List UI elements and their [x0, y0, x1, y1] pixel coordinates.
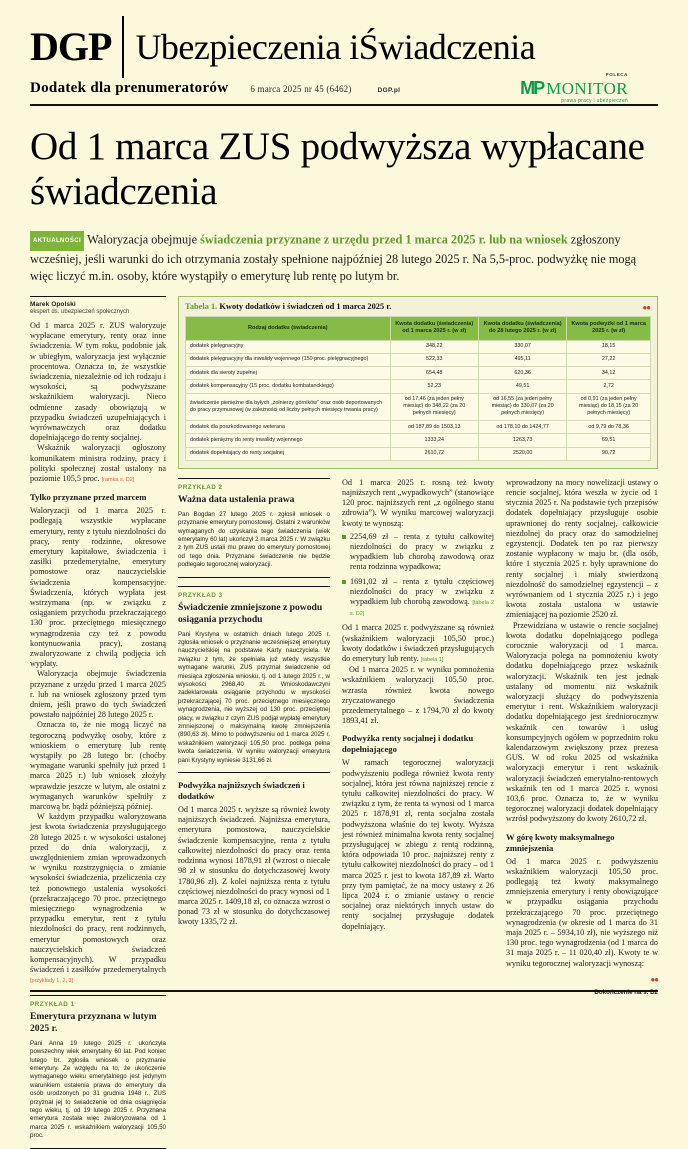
masthead-divider	[122, 16, 124, 78]
table-row	[186, 393, 651, 421]
cross-reference[interactable]: [przykłady 1, 2, 3]	[30, 978, 74, 985]
example-label: PRZYKŁAD 2	[178, 483, 223, 491]
cell-amount-new: 1333,24	[390, 434, 478, 447]
page-title: Od 1 marca ZUS podwyższa wypłacane świadczenia	[30, 125, 645, 213]
example-box-2	[178, 478, 330, 578]
cell-amount-diff: od 0,91 (za jeden pełny miesiąc) do 18,15 (za 20 pełnych miesięcy)	[567, 393, 651, 421]
cell-amount-diff: od 9,79 do 78,36	[567, 421, 651, 434]
example-body: Pani Krystyna w ostatnich dniach lutego 2025 r. zgłosiła wniosek o przyznanie wcześniejszej emerytury nauczycielskiej na podstawie Karty nauczyciela. W związku z tym, że spełniała już wtedy wszystkie wymagane warunki, ZUS przyznał świadczenie od miesiąca zgłoszenia wniosku, tj. od 1 lutego 2025 r., w wysokości 2968,40 zł. Wnioskodawczyni zadeklarowała osiąganie przychodu w wysokości przekraczającej 70 proc. przeciętnego miesięcznego wynagrodzenia, nie wyższej od 130 proc. przeciętnej płacy, w związku z czym ZUS podjął wypłatę emerytury zmniejszonej o maksymalną kwotę zmniejszenia (890,63 zł). Mimo to podwyższeniu od 1 marca 2025 r. wskaźnikiem waloryzacji 105,50 proc. podlega pełna kwota świadczenia. W wyniku waloryzacji emerytura pani Krystyny wyniesie 3131,66 zł.	[178, 630, 330, 764]
section-heading: Podwyżka renty socjalnej i dodatku dopełniającego	[342, 733, 474, 755]
paragraph-text: Wskaźnik waloryzacji ogłoszony komunikatem ministra rodziny, pracy i polityki społecznej został ustalony na poziomie 105,5 proc.	[30, 443, 166, 483]
list-item-text: 1691,02 zł – renta z tytułu częściowej niezdolności do pracy w związku z wypadkiem lub chorobą zawodową.	[350, 576, 494, 606]
table-row	[186, 340, 651, 353]
cell-amount-old: 620,36	[478, 367, 566, 380]
monitor-tagline: prawa pracy i ubezpieczeń	[561, 98, 628, 104]
cell-type: dodatek kompensacyjny (15 proc. dodatku kombatanckiego)	[186, 380, 391, 393]
cross-reference[interactable]: [tabela 2 s. D2]	[350, 599, 494, 618]
monitor-wordmark: MONITOR	[546, 78, 628, 98]
column-header-type: Rodzaj dodatku (świadczenia)	[186, 316, 391, 340]
column-header-old: Kwota dodatku (świadczenia) do 28 lutego 2025 r. (w zł)	[478, 316, 566, 340]
cell-type: świadczenie pieniężne dla byłych „żołnierzy górników” oraz osób deportowanych do pracy przymusowej (w zależności od liczby pełnych miesięcy trwania pracy)	[186, 393, 391, 421]
example-title: Emerytura przyznana w lutym 2025 r.	[30, 1010, 157, 1034]
lower-columns	[178, 478, 658, 996]
column-header-new: Kwota dodatku (świadczenia) od 1 marca 2025 r. (w zł)	[390, 316, 478, 340]
bullet-list	[342, 532, 494, 620]
example-label: PRZYKŁAD 3	[178, 591, 223, 599]
lead-text-before: Waloryzacja obejmuje	[87, 232, 201, 247]
cell-amount-new: 2610,72	[390, 447, 478, 460]
table-title: Kwoty dodatków i świadczeń od 1 marca 2025 r.	[219, 301, 392, 311]
cell-amount-old: 49,51	[478, 380, 566, 393]
table-caption	[185, 302, 651, 312]
cell-type: dodatek pieniężny do renty inwalidy wojennego	[186, 434, 391, 447]
example-body: Pan Bogdan 27 lutego 2025 r. zgłosił wniosek o przyznanie emerytury pomostowej. Ostatni z warunków wymaganych do uzyskania tego świadczenia (wiek emerytalny 60 lat) ukończył 2 marca 2025 r. W związku z tym ZUS ustali mu prawo do emerytury pomostowej od tego dnia. Przyznane świadczenie nie będzie podlegało tegorocznej waloryzacji.	[178, 510, 330, 569]
cell-type: dodatek pielęgnacyjny dla inwalidy wojennego (150 proc. pielęgnacyjnego)	[186, 353, 391, 366]
table-row	[186, 447, 651, 460]
paragraph: Od 1 marca 2025 r. ZUS waloryzuje wypłacane emerytury, renty oraz inne świadczenia. W tym roku, podobnie jak w ubiegłym, waloryzacja jest wyłącznie procentowa. Oznacza to, że wszystkie świadczenia, niezależnie od ich rodzaju i wysokości, są podwyższane wskaźnikiem waloryzacji. Nieco odmienne zasady obowiązują w przypadku świadczeń uzupełniających i wyrównawczych oraz dodatku dopełniającego do renty socjalnej.	[30, 320, 166, 443]
article-body	[30, 296, 658, 1149]
section-heading: Tylko przyznane przed marcem	[30, 492, 147, 503]
byline	[30, 296, 166, 315]
supplement-label: Dodatek dla prenumeratorów	[30, 80, 229, 96]
paragraph: Przewidziana w ustawie o rencie socjalnej kwota dodatku dopełniającego podlega corocznie waloryzacji od 1 marca. Waloryzacja polega na pomnożeniu kwoty dodatku dopełniającego przez wskaźnik waloryzacji. Wskaźnik ten jest jednak ustalany od momentu niż wskaźnik waloryzacji służący do podwyższenia emerytur i rent. Wskaźnikiem waloryzacji dodatku dopełniającego jest średniorocznyw wskaźnik cen towarów i usług konsumpcyjnych ogółem w poprzednim roku kalendarzowym zwiększony przez prezesa GUS. W od roku 2025 od wskaźnika waloryzacji emerytur i rent wskaźnik waloryzacji świadczeń emerytalno-rentowych wskaźnik ten od 1 marca 2025 r. wynosi 103,6 proc. Oznacza to, że w wyniku tegorocznej waloryzacji dodatek dopełniający wzrósł podwyższony do kwoty 2610,72 zł.	[506, 620, 658, 824]
cell-type: dodatek dopełniający do renty socjalnej	[186, 447, 391, 460]
cell-amount-diff: 27,22	[567, 353, 651, 366]
masthead-rule	[30, 104, 658, 106]
cell-amount-old: 495,11	[478, 353, 566, 366]
table-header-row	[186, 316, 651, 340]
cell-amount-diff: 18,15	[567, 340, 651, 353]
paragraph	[30, 443, 166, 485]
column-header-diff: Kwota podwyżki od 1 marca 2025 r. (w zł)	[567, 316, 651, 340]
paragraph: Oznacza to, że nie mogą liczyć na tegoroczną podwyżkę osoby, które z wnioskiem o emeryturę lub rentę wystąpiły po 28 lutego br. (choćby wymagane warunki spełniły już przed 1 marca 2025 r.) lub wniosek złożyły wprawdzie jeszcze w lutym, ale ostatni z wymaganych warunków spełniły z marcową br. bądź późniejszą później.	[30, 720, 166, 812]
example-box-3	[178, 586, 330, 774]
cell-amount-old: od 178,10 do 1424,77	[478, 421, 566, 434]
cell-amount-old: 330,07	[478, 340, 566, 353]
author-name: Marek Opolski	[30, 300, 76, 308]
cell-type: dodatek dla poszkodowanego weterana	[186, 421, 391, 434]
monitor-promo	[520, 72, 628, 104]
paragraph: Od 1 marca 2025 r. w wyniku pomnożenia wskaźnikiem waloryzacji 105,50 proc. wzrasta również kwota nowego zryczatowanego świadczenia przedemerytalnego – z 1794,70 zł do kwoty 1893,41 zł.	[342, 665, 494, 726]
cross-reference[interactable]: [ramka s. D2]	[101, 476, 135, 483]
columns-2-4	[178, 296, 658, 1149]
cross-reference[interactable]: [tabela 1]	[420, 656, 444, 663]
cell-amount-new: 522,33	[390, 353, 478, 366]
continuation-note[interactable]: Dokończenie na s. D2	[594, 988, 658, 996]
table-row	[186, 367, 651, 380]
masthead	[30, 0, 658, 104]
table-row	[186, 421, 651, 434]
example-label: PRZYKŁAD 1	[30, 1000, 75, 1008]
benefits-table	[185, 316, 651, 461]
paragraph: wprowadzony na mocy nowelizacji ustawy o rencie socjalnej, która weszła w życie od 1 stycznia 2025 r. Na podstawie tych przepisów dodatek dopełniający przysługuje osobie uprawnionej do renty socjalnej, całkowicie niezdolnej do pracy oraz do samodzielnej egzystencji. Dodatek ten po raz pierwszy zostanie wypłacony w maju br. (dla osób, które 1 stycznia 2025 r. były uprawnione do renty socjalnej i miały stwierdzoną niezdolność do samodzielnej egzystencji – z wyrównaniem od 1 stycznia 2025 r.) i jego kwota została ustalona w ustawie zmieniającej na poziomie 2520 zł.	[506, 477, 658, 620]
eyes-icon: ●●	[650, 974, 658, 984]
cell-amount-diff: 34,12	[567, 367, 651, 380]
paragraph: Od 1 marca 2025 r. wyższe są również kwoty najniższych świadczeń. Najniższa emerytura, emerytura pomostowa, nauczycielskie świadczenie kompensacyjne, renta z tytułu całkowitej niezdolności do pracy oraz renta rodzinna wynosi 1878,91 zł (wzrost o niecałe 98 zł w stosunku do dotychczasowej kwoty 1780,96 zł). Z kolei najniższa renta z tytułu częściowej niezdolności do pracy wynosi od 1 marca 2025 r. 1409,18 zł, co oznacza wzrost o ponad 73 zł w stosunku do dotychczasowej kwoty 1335,72 zł.	[178, 805, 330, 927]
monitor-logo-row	[520, 79, 628, 97]
cell-amount-new: od 17,46 (za jeden pełny miesiąc) do 348,22 (za 20 pełnych miesięcy)	[390, 393, 478, 421]
issue-date: 6 marca 2025 nr 45 (6462)	[250, 84, 352, 94]
paragraph: Waloryzacja obejmuje świadczenia przyznane z urzędu przed 1 marca 2025 r. lub na wniosek zgłoszony przed tym dniem, jeśli prawo do tych świadczeń powstało najpóźniej 28 lutego 2025 r.	[30, 669, 166, 720]
lead-text-after: zgłoszony wcześniej, jeśli warunki do ich otrzymania zostały spełnione najpóźniej 28 lutego 2025 r. Na 5,5-proc. podwyżkę nie mogą więc liczyć m.in. osoby, które wystąpiły o emeryturę lub rentę po lutym br.	[30, 232, 637, 283]
eyes-icon: ●●	[642, 302, 650, 312]
paragraph: Od 1 marca 2025 r. podwyższeniu wskaźnikiem waloryzacji 105,50 proc. podlegają też kwoty maksymalnego zmniejszenia emerytury i renty obowiązujące w przypadku osiągania przychodu przekraczającego 70 proc. przeciętnego wynagrodzenia (w okresie od 1 marca do 31 maja 2025 r. – 5934,10 zł), nie wyższego niż 130 proc. tego wynagrodzenia (od 1 marca do 31 maja 2025 r. – 11 020,40 zł). Kwoty te w wyniku tegorocznej waloryzacji wynoszą:	[506, 856, 658, 968]
section-heading: Podwyżka najniższych świadczeń i dodatków	[178, 780, 305, 802]
lead-highlight: świadczenia przyznane z urzędu przed 1 marca 2025 r. lub na wniosek	[200, 232, 568, 247]
example-box-1	[30, 995, 166, 1149]
column-1	[30, 296, 166, 1149]
example-body: Pani Anna 19 lutego 2025 r. ukończyła powszechny wiek emerytalny 60 lat. Pod koniec lutego br. zgłosiła wniosek o przyznanie emerytury. Ze względu na to, że ukończenie wymaganego wieku emerytalnego jest jedynym warunkiem ustalenia prawa do emerytury dla osób urodzonych po 31 grudnia 1948 r., ZUS przyznał jej to świadczenie od dnia osiągnięcia tego wieku, tj. od 19 lutego 2025 r. Przyznana emerytura została więc zwaloryzowana od 1 marca 2025 r. wskaźnikiem waloryzacji 105,50 proc.	[30, 1039, 166, 1140]
cell-amount-diff: 2,72	[567, 380, 651, 393]
example-title: Świadczenie zmniejszone z powodu osiągania przychodu	[178, 601, 323, 625]
section-title: Ubezpieczenia iŚwiadczenia	[135, 27, 536, 67]
cell-amount-diff: 90,72	[567, 447, 651, 460]
website-label[interactable]: DGP.pl	[377, 87, 401, 94]
column-3	[342, 478, 494, 996]
masthead-left	[30, 16, 535, 97]
list-item: 2254,69 zł – renta z tytułu całkowitej niezdolności do pracy w związku z wypadkiem lub chorobą zawodową oraz renta rodzinna wypadkowa;	[342, 532, 494, 573]
paragraph: W ramach tegorocznej waloryzacji podwyższeniu podlega również kwota renty socjalnej, która jest równa najniższej rencie z tytułu całkowitej niezdolności do pracy. W związku z tym, że renta ta wynosi od 1 marca 2025 r. 1878,91 zł, renta socjalna została podwyższona właśnie do tej kwoty. Wyższa jest również minimalna kwota renty socjalnej przysługującej w zbiegu z rentą rodzinną, która odpowiada 10 proc. najniższej renty z tytułu całkowitej niezdolności do pracy – od 1 marca 2025 r. jest to kwota 187,89 zł. Warto przy tym pamiętać, że na mocy ustawy z 26 lipca 2024 r. o zmianie ustawy o rencie socjalnej oraz niektórych innych ustaw do renty socjalnej przysługuje dodatek dopełniający.	[342, 758, 494, 931]
paragraph-text: Od 1 marca 2025 r. podwyższane są również (wskaźnikiem waloryzacji 105,50 proc.) kwoty dodatków i świadczeń przysługujących do emerytury lub renty.	[342, 623, 494, 663]
masthead-subline	[30, 80, 535, 97]
example-title: Ważna data ustalenia prawa	[178, 493, 295, 505]
cell-amount-new: 52,23	[390, 380, 478, 393]
table-row	[186, 353, 651, 366]
footer-rule	[30, 990, 658, 992]
section-heading: W górę kwoty maksymalnego zmniejszenia	[506, 831, 615, 853]
table-body	[186, 340, 651, 460]
paragraph: Waloryzacji od 1 marca 2025 r. podlegają wszystkie wypłacane emerytury, renty z tytułu niezdolności do pracy, renty rodzinne, okresowe emerytury kapitałowe, świadczenia i zasiłki przedemerytalne, emerytury pomostowe oraz nauczycielskie świadczenia kompensacyjne. Świadczenia, których wypłata jest wstrzymana (np. w związku z osiąganiem przychodu przekraczającego 130 proc. przeciętnego miesięcznego wynagrodzenia czy też z powodu kontynuowania pracy), zostaną zwaloryzowane z chwilą podjęcia ich wypłaty.	[30, 506, 166, 669]
status-badge: AKTUALNOŚCI	[30, 231, 84, 251]
mp-mark-icon: MP	[520, 78, 544, 98]
list-item	[342, 577, 494, 620]
cell-amount-new: od 187,89 do 1503,13	[390, 421, 478, 434]
table-number: Tabela 1.	[185, 301, 218, 311]
cell-amount-old: 2520,00	[478, 447, 566, 460]
cell-type: dodatek dla sieroty zupełnej	[186, 367, 391, 380]
cell-amount-old: 1263,73	[478, 434, 566, 447]
paragraph-text: W każdym przypadku waloryzowana jest kwota świadczenia przysługującego 28 lutego 2025 r. w wysokości ustalonej przed do dnia waloryzacji, z uwzględnieniem zmian wprowadzonych w wyniku rozstrzygnięcia o zmianie wysokości świadczenia, przeliczenia czy też ponownego ustalenia wysokości (przekraczającego 70 proc. przeciętnego miesięcznego wynagrodzenia w przypadku emerytur, rent z tytułu niezdolności do pracy, rent rodzinnych, emerytur pomostowych oraz nauczycielskich świadczeń kompensacyjnych). W przypadku świadczeń i zasiłków przedemerytalnych	[30, 812, 166, 975]
cell-amount-new: 654,48	[390, 367, 478, 380]
cell-amount-new: 348,22	[390, 340, 478, 353]
paragraph	[30, 812, 166, 986]
cell-amount-diff: 69,51	[567, 434, 651, 447]
lead-paragraph	[30, 231, 658, 284]
table-row	[186, 380, 651, 393]
table-row	[186, 434, 651, 447]
poleca-label: POLECA	[605, 72, 628, 77]
column-2	[178, 478, 330, 996]
paragraph	[342, 623, 494, 665]
cell-type: dodatek pielęgnacyjny	[186, 340, 391, 353]
dgp-logo[interactable]: DGP	[30, 24, 112, 69]
author-role: ekspert ds. ubezpieczeń społecznych	[30, 308, 130, 315]
paragraph: Od 1 marca 2025 r. rosną też kwoty najniższych rent „wypadkowych” (stanowiące 120 proc. najniższych rent „z ogólnego stanu zdrowia”). W wyniku marcowej waloryzacji kwoty te wynoszą:	[342, 477, 494, 528]
cell-amount-old: od 16,55 (za jeden pełny miesiąc) do 330,07 (za 20 pełnych miesięcy)	[478, 393, 566, 421]
data-table-block	[178, 296, 658, 469]
column-4	[506, 478, 658, 996]
